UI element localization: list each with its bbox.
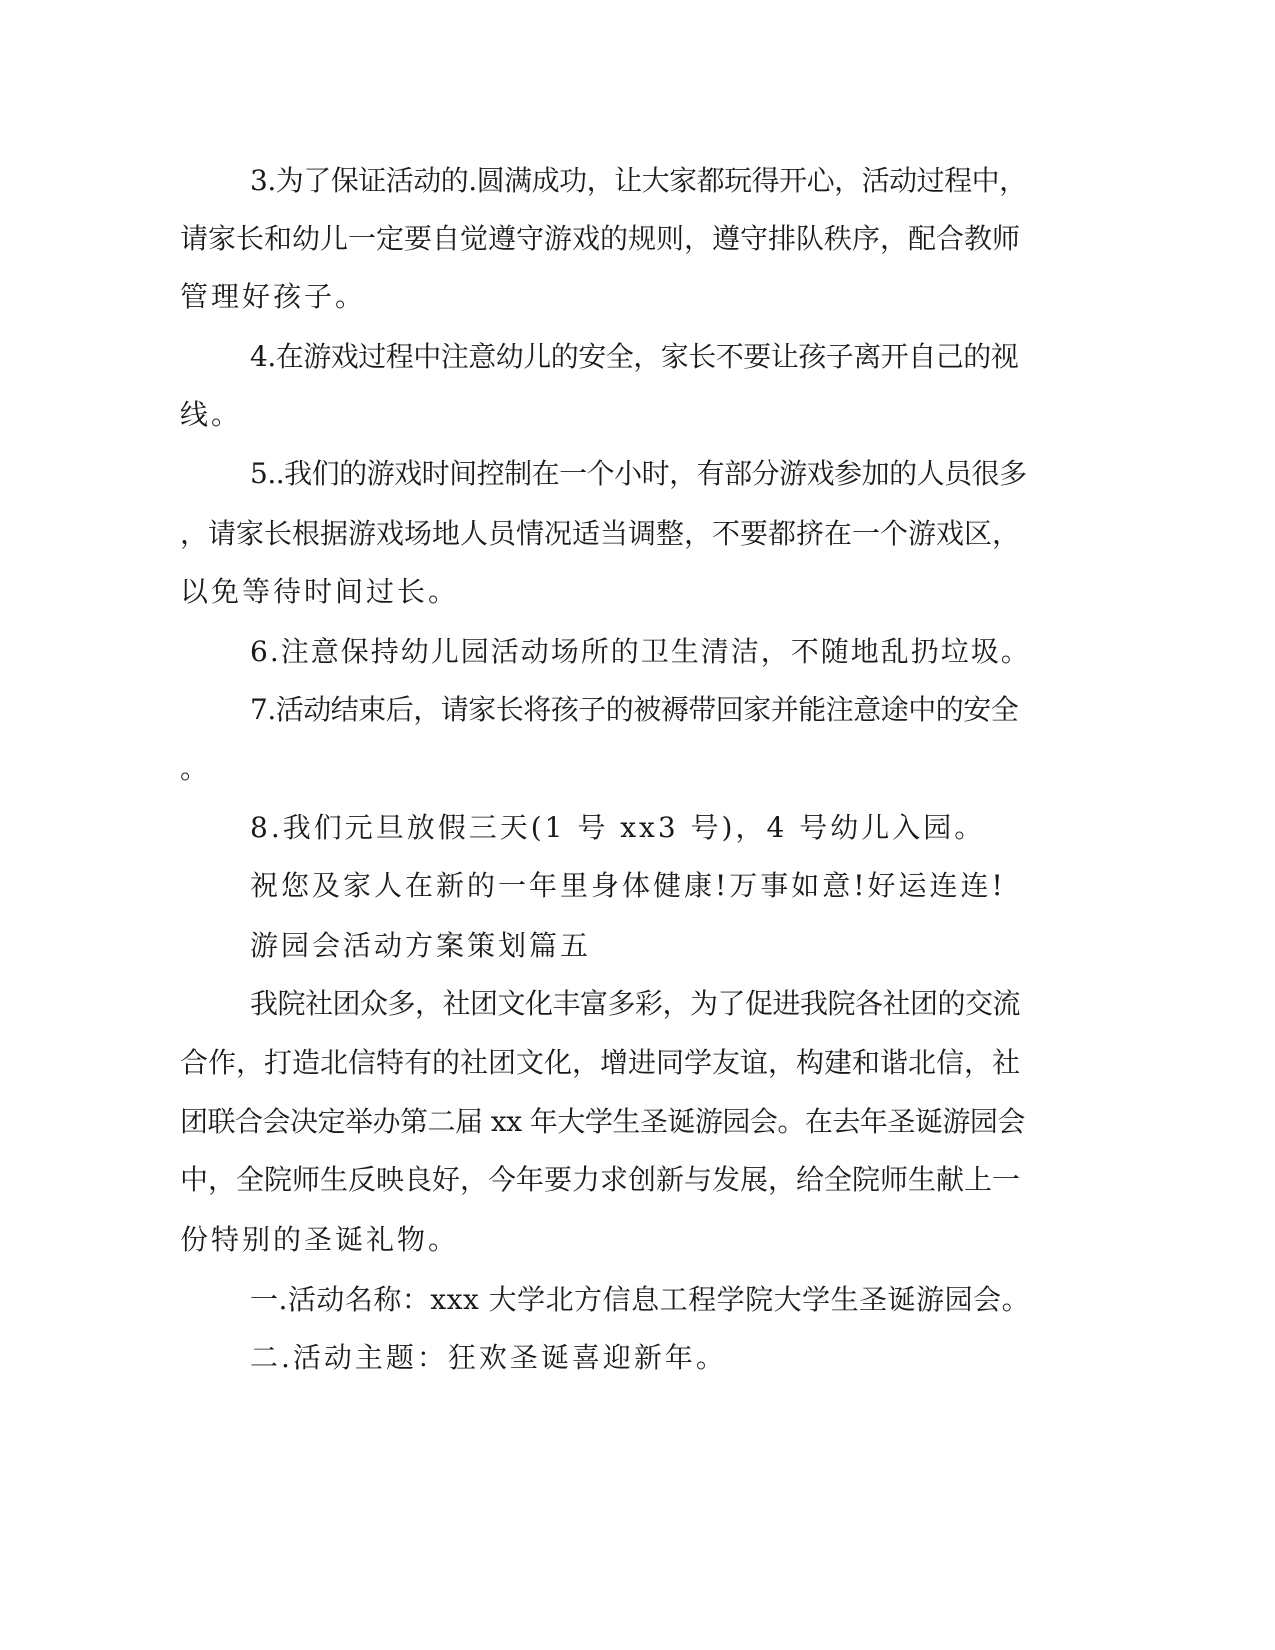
text-line: ，请家长根据游戏场地人员情况适当调整，不要都挤在一个游戏区，: [180, 517, 1021, 550]
text-line: 中，全院师生反映良好，今年要力求创新与发展，给全院师生献上一: [180, 1163, 1021, 1196]
section-heading: 游园会活动方案策划篇五: [250, 929, 592, 962]
text-line: 。: [180, 752, 212, 785]
text-line: 份特别的圣诞礼物。: [180, 1223, 460, 1256]
text-line: 二.活动主题：狂欢圣诞喜迎新年。: [250, 1341, 727, 1374]
text-line: 一.活动名称：xxx 大学北方信息工程学院大学生圣诞游园会。: [250, 1283, 1031, 1316]
text-line: 团联合会决定举办第二届 xx 年大学生圣诞游园会。在去年圣诞游园会: [180, 1105, 1025, 1138]
text-line: 4.在游戏过程中注意幼儿的安全，家长不要让孩子离开自己的视: [250, 340, 1019, 373]
text-line: 以免等待时间过长。: [180, 575, 460, 608]
text-line: 7.活动结束后，请家长将孩子的被褥带回家并能注意途中的安全: [250, 693, 1019, 726]
text-line: 6.注意保持幼儿园活动场所的卫生清洁，不随地乱扔垃圾。: [250, 635, 1031, 668]
text-line: 5..我们的游戏时间控制在一个小时，有部分游戏参加的人员很多: [250, 457, 1027, 490]
text-line: 我院社团众多，社团文化丰富多彩，为了促进我院各社团的交流: [250, 987, 1021, 1020]
text-line: 8.我们元旦放假三天(1 号 xx3 号)，4 号幼儿入园。: [250, 811, 986, 844]
text-line: 请家长和幼儿一定要自觉遵守游戏的规则，遵守排队秩序，配合教师: [180, 222, 1021, 255]
text-line: 祝您及家人在新的一年里身体健康!万事如意!好运连连!: [250, 869, 1006, 902]
text-line: 管理好孩子。: [180, 280, 367, 313]
text-line: 合作，打造北信特有的社团文化，增进同学友谊，构建和谐北信，社: [180, 1046, 1021, 1079]
text-line: 线。: [180, 398, 243, 431]
text-line: 3.为了保证活动的.圆满成功，让大家都玩得开心，活动过程中，: [250, 164, 1027, 197]
